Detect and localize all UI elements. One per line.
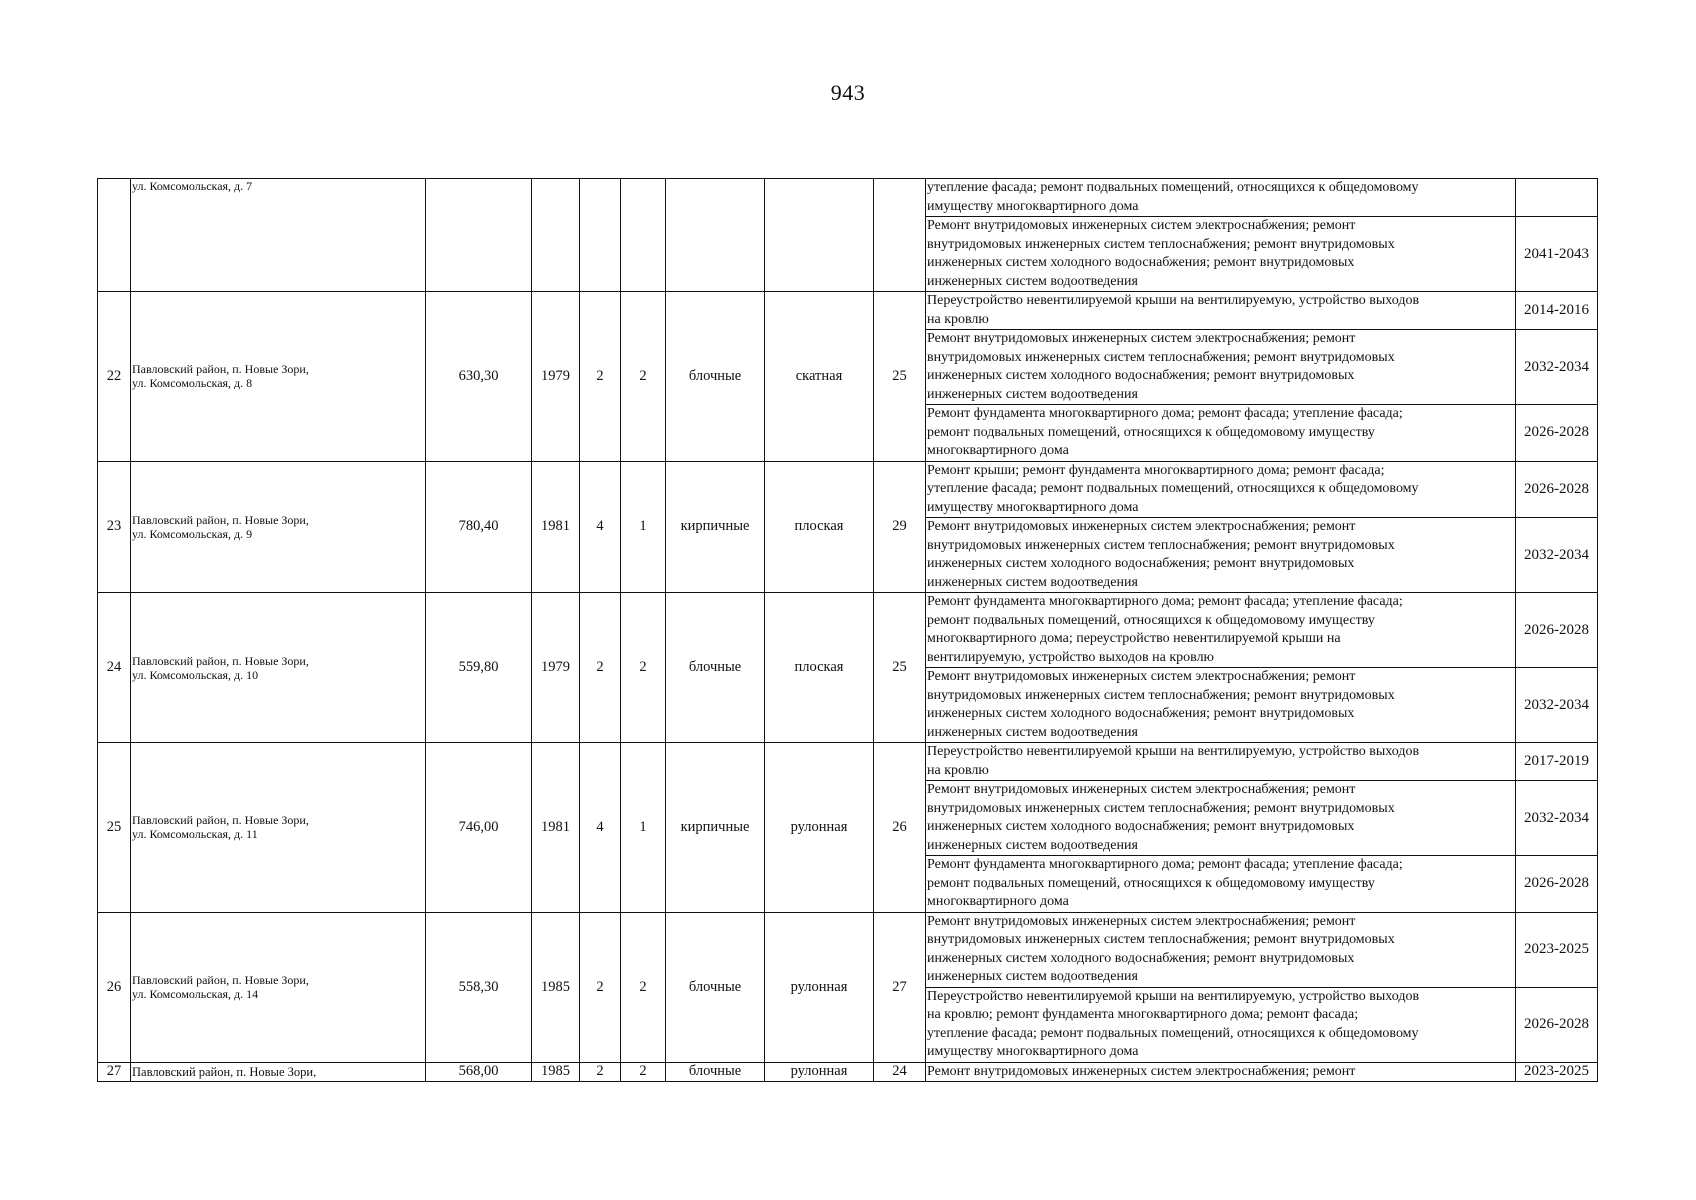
row-number-cell: 27 [98, 1062, 131, 1082]
wear-cell: 24 [874, 1062, 926, 1082]
work-description-line: внутридомовых инженерных систем теплоснабжения; ремонт внутридомовых [927, 349, 1395, 365]
work-description-line: инженерных систем водоотведения [927, 969, 1138, 984]
entrances-cell [621, 179, 666, 292]
address-line: ул. Комсомольская, д. 14 [132, 987, 259, 1001]
work-description-cell [926, 743, 1516, 781]
work-description-cell [926, 912, 1516, 987]
period-cell: 2026-2028 [1516, 461, 1598, 518]
work-description-cell [926, 405, 1516, 462]
roof-type-cell [765, 179, 874, 292]
work-description-line: ремонт подвальных помещений, относящихся к общедомовому имуществу [927, 612, 1375, 628]
work-description-line: инженерных систем водоотведения [927, 724, 1138, 740]
wear-cell [874, 179, 926, 292]
area-cell: 559,80 [426, 593, 532, 743]
work-description-cell [926, 330, 1516, 405]
work-description-line: инженерных систем холодного водоснабжения; ремонт внутридомовых [927, 255, 1355, 270]
work-description-line: Ремонт внутридомовых инженерных систем электроснабжения; ремонт [927, 218, 1356, 233]
period-cell: 2026-2028 [1516, 593, 1598, 668]
address-line: Павловский район, п. Новые Зори, [132, 362, 309, 377]
work-description-cell [926, 179, 1516, 217]
table-row [98, 593, 1598, 668]
entrances-cell: 2 [621, 593, 666, 743]
roof-type-cell: рулонная [765, 912, 874, 1062]
period-cell: 2026-2028 [1516, 856, 1598, 913]
row-number-cell: 22 [98, 292, 131, 462]
entrances-cell: 1 [621, 743, 666, 913]
work-description-line: внутридомовых инженерных систем теплоснабжения; ремонт внутридомовых [927, 537, 1395, 553]
work-description-line: Ремонт внутридомовых инженерных систем электроснабжения; ремонт [927, 519, 1356, 534]
work-description-line: многоквартирного дома [927, 894, 1069, 909]
work-description-cell [926, 781, 1516, 856]
wall-material-cell: блочные [666, 292, 765, 462]
period-cell: 2032-2034 [1516, 781, 1598, 856]
table-row [98, 179, 1598, 217]
table-row [98, 743, 1598, 781]
address-line: Павловский район, п. Новые Зори, [132, 973, 309, 987]
work-description-line: ремонт подвальных помещений, относящихся к общедомовому имуществу [927, 424, 1375, 440]
wall-material-cell: блочные [666, 1062, 765, 1082]
area-cell: 630,30 [426, 292, 532, 462]
row-number-cell: 25 [98, 743, 131, 913]
page-number: 943 [830, 80, 866, 105]
period-cell [1516, 179, 1598, 217]
table-row [98, 461, 1598, 518]
year-cell: 1981 [532, 461, 580, 593]
work-description-line: имуществу многоквартирного дома [927, 198, 1139, 214]
roof-type-cell: рулонная [765, 1062, 874, 1082]
work-description-cell [926, 856, 1516, 913]
period-cell: 2026-2028 [1516, 987, 1598, 1062]
floors-cell: 2 [580, 292, 621, 462]
address-line: Павловский район, п. Новые Зори, [132, 653, 309, 668]
work-description-line: инженерных систем холодного водоснабжения; ремонт внутридомовых [927, 819, 1355, 834]
period-cell: 2032-2034 [1516, 668, 1598, 743]
work-description-cell [926, 518, 1516, 593]
work-description-line: Ремонт фундамента многоквартирного дома; ремонт фасада; утепление фасада; [927, 594, 1403, 609]
wear-cell: 26 [874, 743, 926, 913]
work-description-line: Ремонт внутридомовых инженерных систем электроснабжения; ремонт [927, 1063, 1356, 1079]
work-description-line: внутридомовых инженерных систем теплоснабжения; ремонт внутридомовых [927, 932, 1395, 947]
work-description-line: Ремонт внутридомовых инженерных систем электроснабжения; ремонт [927, 782, 1356, 797]
work-description-line: внутридомовых инженерных систем теплоснабжения; ремонт внутридомовых [927, 800, 1395, 816]
address-cell [131, 1062, 426, 1082]
work-description-cell [926, 461, 1516, 518]
address-cell [131, 912, 426, 1062]
floors-cell [580, 179, 621, 292]
wear-cell: 29 [874, 461, 926, 593]
address-line: ул. Комсомольская, д. 8 [132, 376, 253, 391]
work-description-line: Переустройство невентилируемой крыши на вентилируемую, устройство выходов [927, 293, 1420, 308]
wall-material-cell: блочные [666, 593, 765, 743]
row-number-cell: 24 [98, 593, 131, 743]
roof-type-cell: плоская [765, 593, 874, 743]
work-description-cell [926, 292, 1516, 330]
address-cell [131, 593, 426, 743]
work-description-line: инженерных систем водоотведения [927, 386, 1138, 402]
work-description-line: многоквартирного дома [927, 443, 1069, 458]
wall-material-cell: кирпичные [666, 461, 765, 593]
address-line: ул. Комсомольская, д. 10 [132, 667, 259, 682]
work-description-line: Ремонт внутридомовых инженерных систем электроснабжения; ремонт [927, 669, 1356, 684]
period-cell: 2023-2025 [1516, 912, 1598, 987]
work-description-line: Переустройство невентилируемой крыши на вентилируемую, устройство выходов [927, 744, 1420, 759]
row-number-cell: 23 [98, 461, 131, 593]
table-row [98, 912, 1598, 987]
work-description-line: инженерных систем холодного водоснабжения; ремонт внутридомовых [927, 368, 1355, 383]
work-description-cell [926, 987, 1516, 1062]
row-number-cell: 26 [98, 912, 131, 1062]
work-description-line: ремонт подвальных помещений, относящихся к общедомовому имуществу [927, 875, 1375, 891]
work-description-line: инженерных систем водоотведения [927, 837, 1138, 853]
address-line: ул. Комсомольская, д. 11 [132, 827, 258, 842]
table-row [98, 292, 1598, 330]
entrances-cell: 2 [621, 292, 666, 462]
year-cell [532, 179, 580, 292]
work-description-line: на кровлю; ремонт фундамента многоквартирного дома; ремонт фасада; [927, 1007, 1359, 1022]
area-cell: 746,00 [426, 743, 532, 913]
work-description-line: Ремонт фундамента многоквартирного дома; ремонт фасада; утепление фасада; [927, 406, 1403, 421]
wall-material-cell [666, 179, 765, 292]
entrances-cell: 2 [621, 912, 666, 1062]
wall-material-cell: блочные [666, 912, 765, 1062]
work-description-line: Ремонт крыши; ремонт фундамента многоквартирного дома; ремонт фасада; [927, 462, 1385, 478]
work-description-line: инженерных систем холодного водоснабжения; ремонт внутридомовых [927, 950, 1355, 966]
period-cell: 2032-2034 [1516, 518, 1598, 593]
period-cell: 2032-2034 [1516, 330, 1598, 405]
period-cell: 2017-2019 [1516, 743, 1598, 781]
address-cell [131, 292, 426, 462]
work-description-line: инженерных систем водоотведения [927, 273, 1138, 289]
table-row [98, 1062, 1598, 1082]
work-description-line: имуществу многоквартирного дома [927, 1044, 1139, 1059]
work-description-line: имуществу многоквартирного дома [927, 499, 1139, 515]
address-line: Павловский район, п. Новые Зори, [132, 813, 309, 828]
address-cell [131, 743, 426, 913]
area-cell [426, 179, 532, 292]
wear-cell: 27 [874, 912, 926, 1062]
floors-cell: 2 [580, 1062, 621, 1082]
wear-cell: 25 [874, 593, 926, 743]
address-cell [131, 179, 426, 292]
wall-material-cell: кирпичные [666, 743, 765, 913]
year-cell: 1979 [532, 292, 580, 462]
work-description-line: Ремонт фундамента многоквартирного дома; ремонт фасада; утепление фасада; [927, 857, 1403, 872]
entrances-cell: 1 [621, 461, 666, 593]
work-description-line: утепление фасада; ремонт подвальных помещений, относящихся к общедомовому [927, 481, 1419, 496]
work-description-line: инженерных систем холодного водоснабжения; ремонт внутридомовых [927, 556, 1355, 571]
year-cell: 1985 [532, 1062, 580, 1082]
work-description-line: внутридомовых инженерных систем теплоснабжения; ремонт внутридомовых [927, 236, 1395, 252]
work-description-line: внутридомовых инженерных систем теплоснабжения; ремонт внутридомовых [927, 687, 1395, 703]
floors-cell: 2 [580, 593, 621, 743]
work-description-line: на кровлю [927, 311, 989, 327]
year-cell: 1981 [532, 743, 580, 913]
work-description-line: утепление фасада; ремонт подвальных помещений, относящихся к общедомовому [927, 180, 1419, 195]
roof-type-cell: плоская [765, 461, 874, 593]
work-description-line: на кровлю [927, 762, 989, 778]
roof-type-cell: скатная [765, 292, 874, 462]
work-description-line: инженерных систем холодного водоснабжения; ремонт внутридомовых [927, 706, 1355, 721]
area-cell: 558,30 [426, 912, 532, 1062]
period-cell: 2041-2043 [1516, 217, 1598, 292]
address-line: Павловский район, п. Новые Зори, [132, 1064, 317, 1079]
year-cell: 1985 [532, 912, 580, 1062]
address-line: ул. Комсомольская, д. 9 [132, 526, 253, 541]
address-line: ул. Комсомольская, д. 7 [132, 179, 253, 193]
floors-cell: 4 [580, 461, 621, 593]
work-description-line: утепление фасада; ремонт подвальных помещений, относящихся к общедомовому [927, 1025, 1419, 1041]
floors-cell: 4 [580, 743, 621, 913]
floors-cell: 2 [580, 912, 621, 1062]
entrances-cell: 2 [621, 1062, 666, 1082]
address-cell [131, 461, 426, 593]
area-cell: 568,00 [426, 1062, 532, 1082]
work-description-line: вентилируемую, устройство выходов на кровлю [927, 649, 1215, 665]
period-cell: 2026-2028 [1516, 405, 1598, 462]
work-description-cell [926, 217, 1516, 292]
wear-cell: 25 [874, 292, 926, 462]
work-description-line: Переустройство невентилируемой крыши на вентилируемую, устройство выходов [927, 988, 1420, 1004]
address-line: Павловский район, п. Новые Зори, [132, 512, 309, 527]
area-cell: 780,40 [426, 461, 532, 593]
repair-program-table [97, 178, 1598, 1082]
work-description-line: Ремонт внутридомовых инженерных систем электроснабжения; ремонт [927, 331, 1356, 346]
work-description-line: многоквартирного дома; переустройство невентилируемой крыши на [927, 631, 1341, 646]
year-cell: 1979 [532, 593, 580, 743]
work-description-cell [926, 668, 1516, 743]
work-description-line: Ремонт внутридомовых инженерных систем электроснабжения; ремонт [927, 913, 1356, 929]
work-description-cell [926, 1062, 1516, 1082]
roof-type-cell: рулонная [765, 743, 874, 913]
period-cell: 2023-2025 [1516, 1062, 1598, 1082]
period-cell: 2014-2016 [1516, 292, 1598, 330]
row-number-cell [98, 179, 131, 292]
work-description-line: инженерных систем водоотведения [927, 574, 1138, 590]
work-description-cell [926, 593, 1516, 668]
